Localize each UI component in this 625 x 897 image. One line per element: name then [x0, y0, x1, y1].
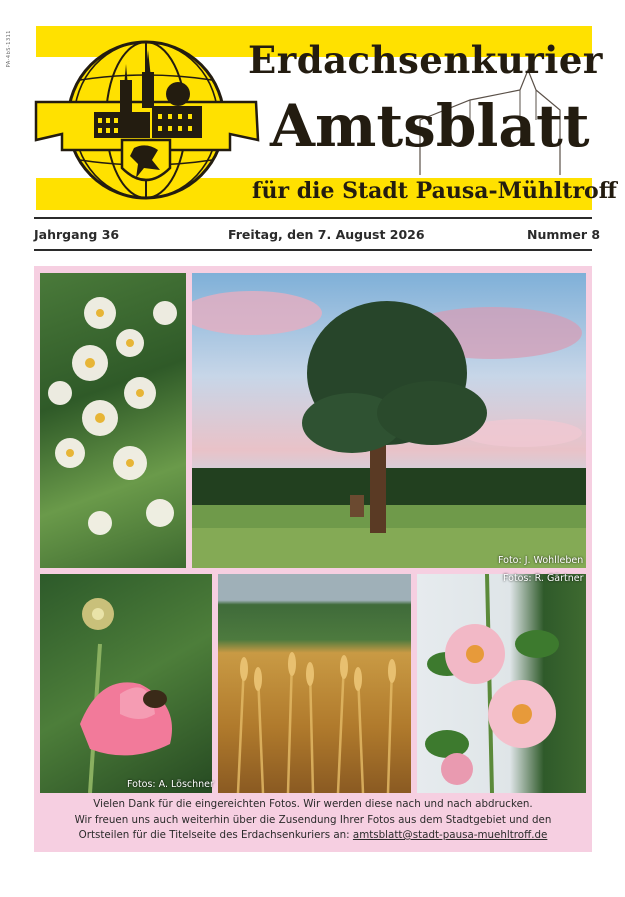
wheat-illustration: [218, 574, 411, 793]
thank-you-notice: [34, 797, 592, 852]
photo-wheat-field: [218, 574, 411, 793]
poppy-illustration: [40, 574, 212, 793]
masthead-title-main: Amtsblatt: [270, 92, 590, 160]
masthead-title-top: Erdachsenkurier: [248, 38, 603, 82]
email-link[interactable]: amtsblatt@stadt-pausa-muehltroff.de: [352, 829, 548, 841]
blossoms-illustration: [40, 273, 186, 568]
issue-number: Nummer 8: [527, 227, 601, 242]
issue-date: Freitag, den 7. August 2026: [228, 227, 425, 242]
print-code: PA-4bS-1311: [6, 30, 12, 68]
photo-credit-wheat: Fotos: R. Gärtner: [503, 573, 584, 584]
thank-you-line-3: [34, 828, 592, 844]
tree-landscape-illustration: [192, 273, 586, 568]
town-emblem-logo: [34, 40, 264, 200]
thank-you-line-3-text: Ortsteilen für die Titelseite des Erdachsenkuriers an:: [78, 829, 353, 841]
thank-you-line-1: Vielen Dank für die eingereichten Fotos. Wir werden diese nach und nach abdrucken.: [93, 798, 533, 810]
photo-white-blossoms: [40, 273, 186, 568]
volume-label: Jahrgang 36: [34, 227, 120, 242]
photo-credit-tree: Foto: J. Wohlleben: [498, 555, 584, 566]
thank-you-line-2: Wir freuen uns auch weiterhin über die Zusendung Ihrer Fotos aus dem Stadtgebiet und den: [74, 813, 552, 826]
masthead-subtitle: für die Stadt Pausa-Mühltroff: [252, 178, 617, 204]
rule-bottom: [34, 249, 592, 251]
rule-top: [34, 217, 592, 219]
photo-credit-poppy: Fotos: A. Löschner: [127, 779, 214, 790]
hollyhock-illustration: [417, 574, 586, 793]
photo-hollyhock: [417, 574, 586, 793]
photo-poppy: [40, 574, 212, 793]
photo-pine-tree: [192, 273, 586, 568]
